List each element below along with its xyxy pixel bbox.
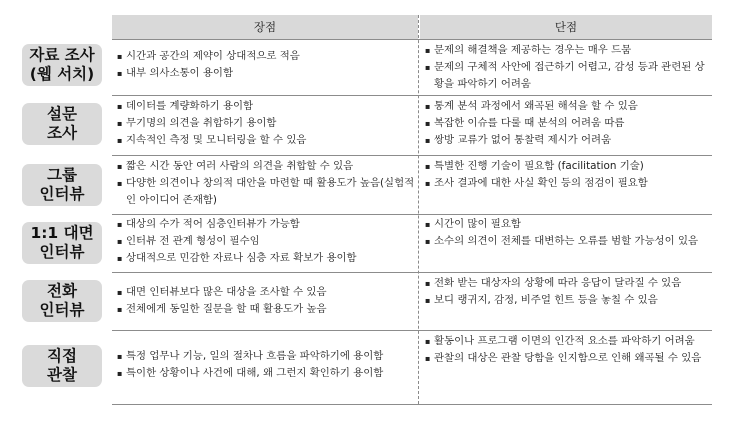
list-item: ▪ 상대적으로 민감한 자료나 심층 자료 확보가 용이함 [117,250,415,267]
list-item: ▪ 쌍방 교류가 없어 통찰력 제시가 어려움 [425,132,711,149]
row-label-group-interview: 그룹 인터뷰 [22,164,102,206]
pros-cell [117,48,415,82]
list-item: ▪ 특정 업무나 기능, 일의 절차나 흐름을 파악하기에 용이함 [117,348,415,365]
list-item: ▪ 보디 랭귀지, 감정, 비주얼 힌트 등을 놓칠 수 있음 [425,292,711,309]
list-item: ▪ 통계 분석 과정에서 왜곡된 해석을 할 수 있음 [425,98,711,115]
row-label-direct-observation: 직접 관찰 [22,345,102,387]
pros-cell [117,158,415,209]
list-item: ▪ 활동이나 프로그램 이면의 인간적 요소를 파악하기 어려움 [425,333,711,350]
column-divider [418,15,419,404]
row-divider [112,272,712,273]
cons-cell [425,42,711,93]
list-item: ▪ 대면 인터뷰보다 많은 대상을 조사할 수 있음 [117,284,415,301]
row-label-survey: 설문 조사 [22,103,102,145]
row-divider [112,404,712,405]
list-item: ▪ 전화 받는 대상자의 상황에 따라 응답이 달라질 수 있음 [425,275,711,292]
row-label-one-on-one-interview: 1:1 대면 인터뷰 [22,222,102,264]
list-item: ▪ 짧은 시간 동안 여러 사람의 의견을 취합할 수 있음 [117,158,415,175]
list-item: ▪ 특이한 상황이나 사건에 대해, 왜 그런지 확인하기 용이함 [117,365,415,382]
pros-cell [117,216,415,267]
cons-cell [425,98,711,149]
list-item: ▪ 데이터를 계량화하기 용이함 [117,98,415,115]
row-divider [112,214,712,215]
row-label-phone-interview: 전화 인터뷰 [22,280,102,322]
list-item: ▪ 특별한 진행 기술이 필요함 (facilitation 기술) [425,158,711,175]
row-divider [112,39,712,40]
list-item: ▪ 전체에게 동일한 질문을 할 때 활용도가 높음 [117,301,415,318]
list-item: ▪ 지속적인 측정 및 모니터링을 할 수 있음 [117,132,415,149]
pros-cell [117,284,415,318]
list-item: ▪ 무기명의 의견을 취합하기 용이함 [117,115,415,132]
cons-cell [425,275,711,309]
row-divider [112,155,712,156]
list-item: ▪ 내부 의사소통이 용이함 [117,65,415,82]
pros-cell [117,98,415,149]
row-label-web-research: 자료 조사 (웹 서치) [22,44,102,86]
list-item: ▪ 복잡한 이슈를 다룰 때 분석의 어려움 따름 [425,115,711,132]
cons-cell [425,158,711,192]
row-divider [112,330,712,331]
list-item: ▪ 인터뷰 전 관계 형성이 필수임 [117,233,415,250]
cons-cell [425,333,711,367]
list-item: ▪ 시간과 공간의 제약이 상대적으로 적음 [117,48,415,65]
list-item: ▪ 대상의 수가 적어 심층인터뷰가 가능함 [117,216,415,233]
list-item: ▪ 조사 결과에 대한 사실 확인 등의 점검이 필요함 [425,175,711,192]
row-divider [112,95,712,96]
list-item: ▪ 다양한 의견이나 창의적 대안을 마련할 때 활용도가 높음(실험적인 아이디어 존재함) [117,175,415,209]
list-item: ▪ 시간이 많이 필요함 [425,216,711,233]
cons-cell [425,216,711,250]
pros-cell [117,348,415,382]
list-item: ▪ 관찰의 대상은 관찰 당함을 인지함으로 인해 왜곡될 수 있음 [425,350,711,367]
list-item: ▪ 문제의 구체적 사안에 접근하기 어렵고, 감성 등과 관련된 상황을 파악하기 어려움 [425,59,711,93]
list-item: ▪ 소수의 의견이 전체를 대변하는 오류를 범할 가능성이 있음 [425,233,711,250]
header-cons: 단점 [420,15,712,39]
list-item: ▪ 문제의 해결책을 제공하는 경우는 매우 드뭄 [425,42,711,59]
header-pros: 장점 [112,15,418,39]
